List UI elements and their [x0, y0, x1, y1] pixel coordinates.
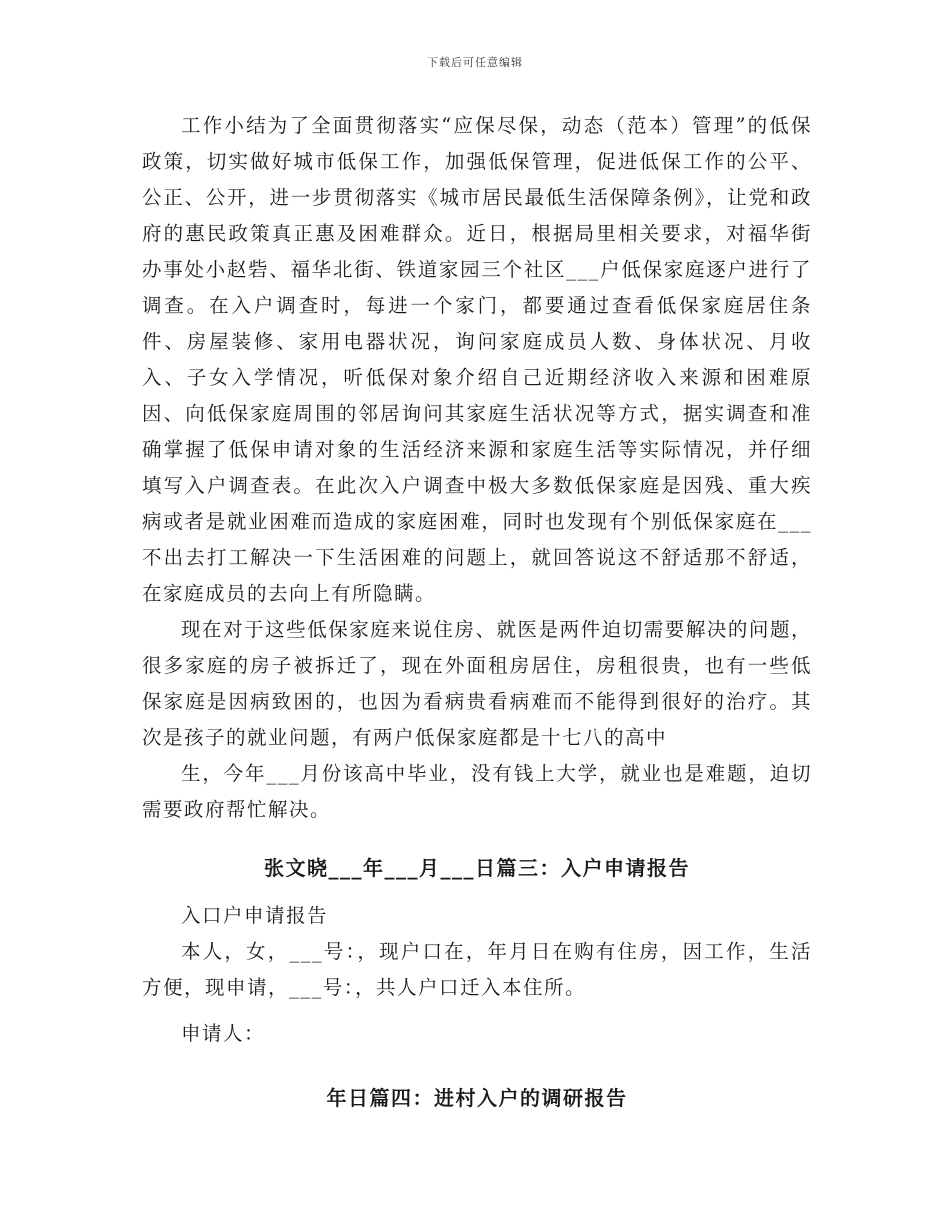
- spacer: [142, 1006, 812, 1016]
- section-heading-4: 年日篇四：进村入户的调研报告: [326, 1086, 628, 1110]
- paragraph-5: 本人，女，___号：，现户口在，年月日在购有住房，因工作，生活方便，现申请，___号：，共人户口迁入本住所。: [142, 940, 812, 999]
- document-body: [142, 108, 812, 1116]
- paragraph-1: 工作小结为了全面贯彻落实“应保尽保，动态（范本）管理”的低保政策，切实做好城市低保工作，加强低保管理，促进低保工作的公平、公正、公开，进一步贯彻落实《城市居民最低生活保障条例》，让党和政府的惠民政策真正惠及困难群众。近日，根据局里相关要求，对福华街办事处小赵砦、福华北街、铁道家园三个社区___户低保家庭逐户进行了调查。在入户调查时，每进一个家门，都要通过查看低保家庭居住条件、房屋装修、家用电器状况，询问家庭成员人数、身体状况、月收入、子女入学情况，听低保对象介绍自己近期经济收入来源和困难原因、向低保家庭周围的邻居询问其家庭生活状况等方式，据实调查和准确掌握了低保申请对象的生活经济来源和家庭生活等实际情况，并仔细填写入户调查表。在此次入户调查中极大多数低保家庭是因残、重大疾病或者是就业困难而造成的家庭困难，同时也发现有个别低保家庭在___不出去打工解决一下生活困难的问题上，就回答说这不舒适那不舒适，在家庭成员的去向上有所隐瞒。: [142, 114, 812, 605]
- paragraph-2: 现在对于这些低保家庭来说住房、就医是两件迫切需要解决的问题，很多家庭的房子被拆迁了，现在外面租房居住，房租很贵，也有一些低保家庭是因病致困的，也因为看病贵看病难而不能得到很好的治疗。其次是孩子的就业问题，有两户低保家庭都是十七八的高中: [142, 618, 812, 749]
- paragraph-6: 申请人：: [181, 1022, 266, 1045]
- section-heading-3: 张文晓___年___月___日篇三：入户申请报告: [264, 856, 690, 880]
- page-header: 下载后可任意编辑: [427, 56, 523, 69]
- paragraph-3: 生，今年___月份该高中毕业，没有钱上大学，就业也是难题，迫切需要政府帮忙解决。: [142, 762, 812, 821]
- paragraph-4: 入口户申请报告: [181, 904, 329, 927]
